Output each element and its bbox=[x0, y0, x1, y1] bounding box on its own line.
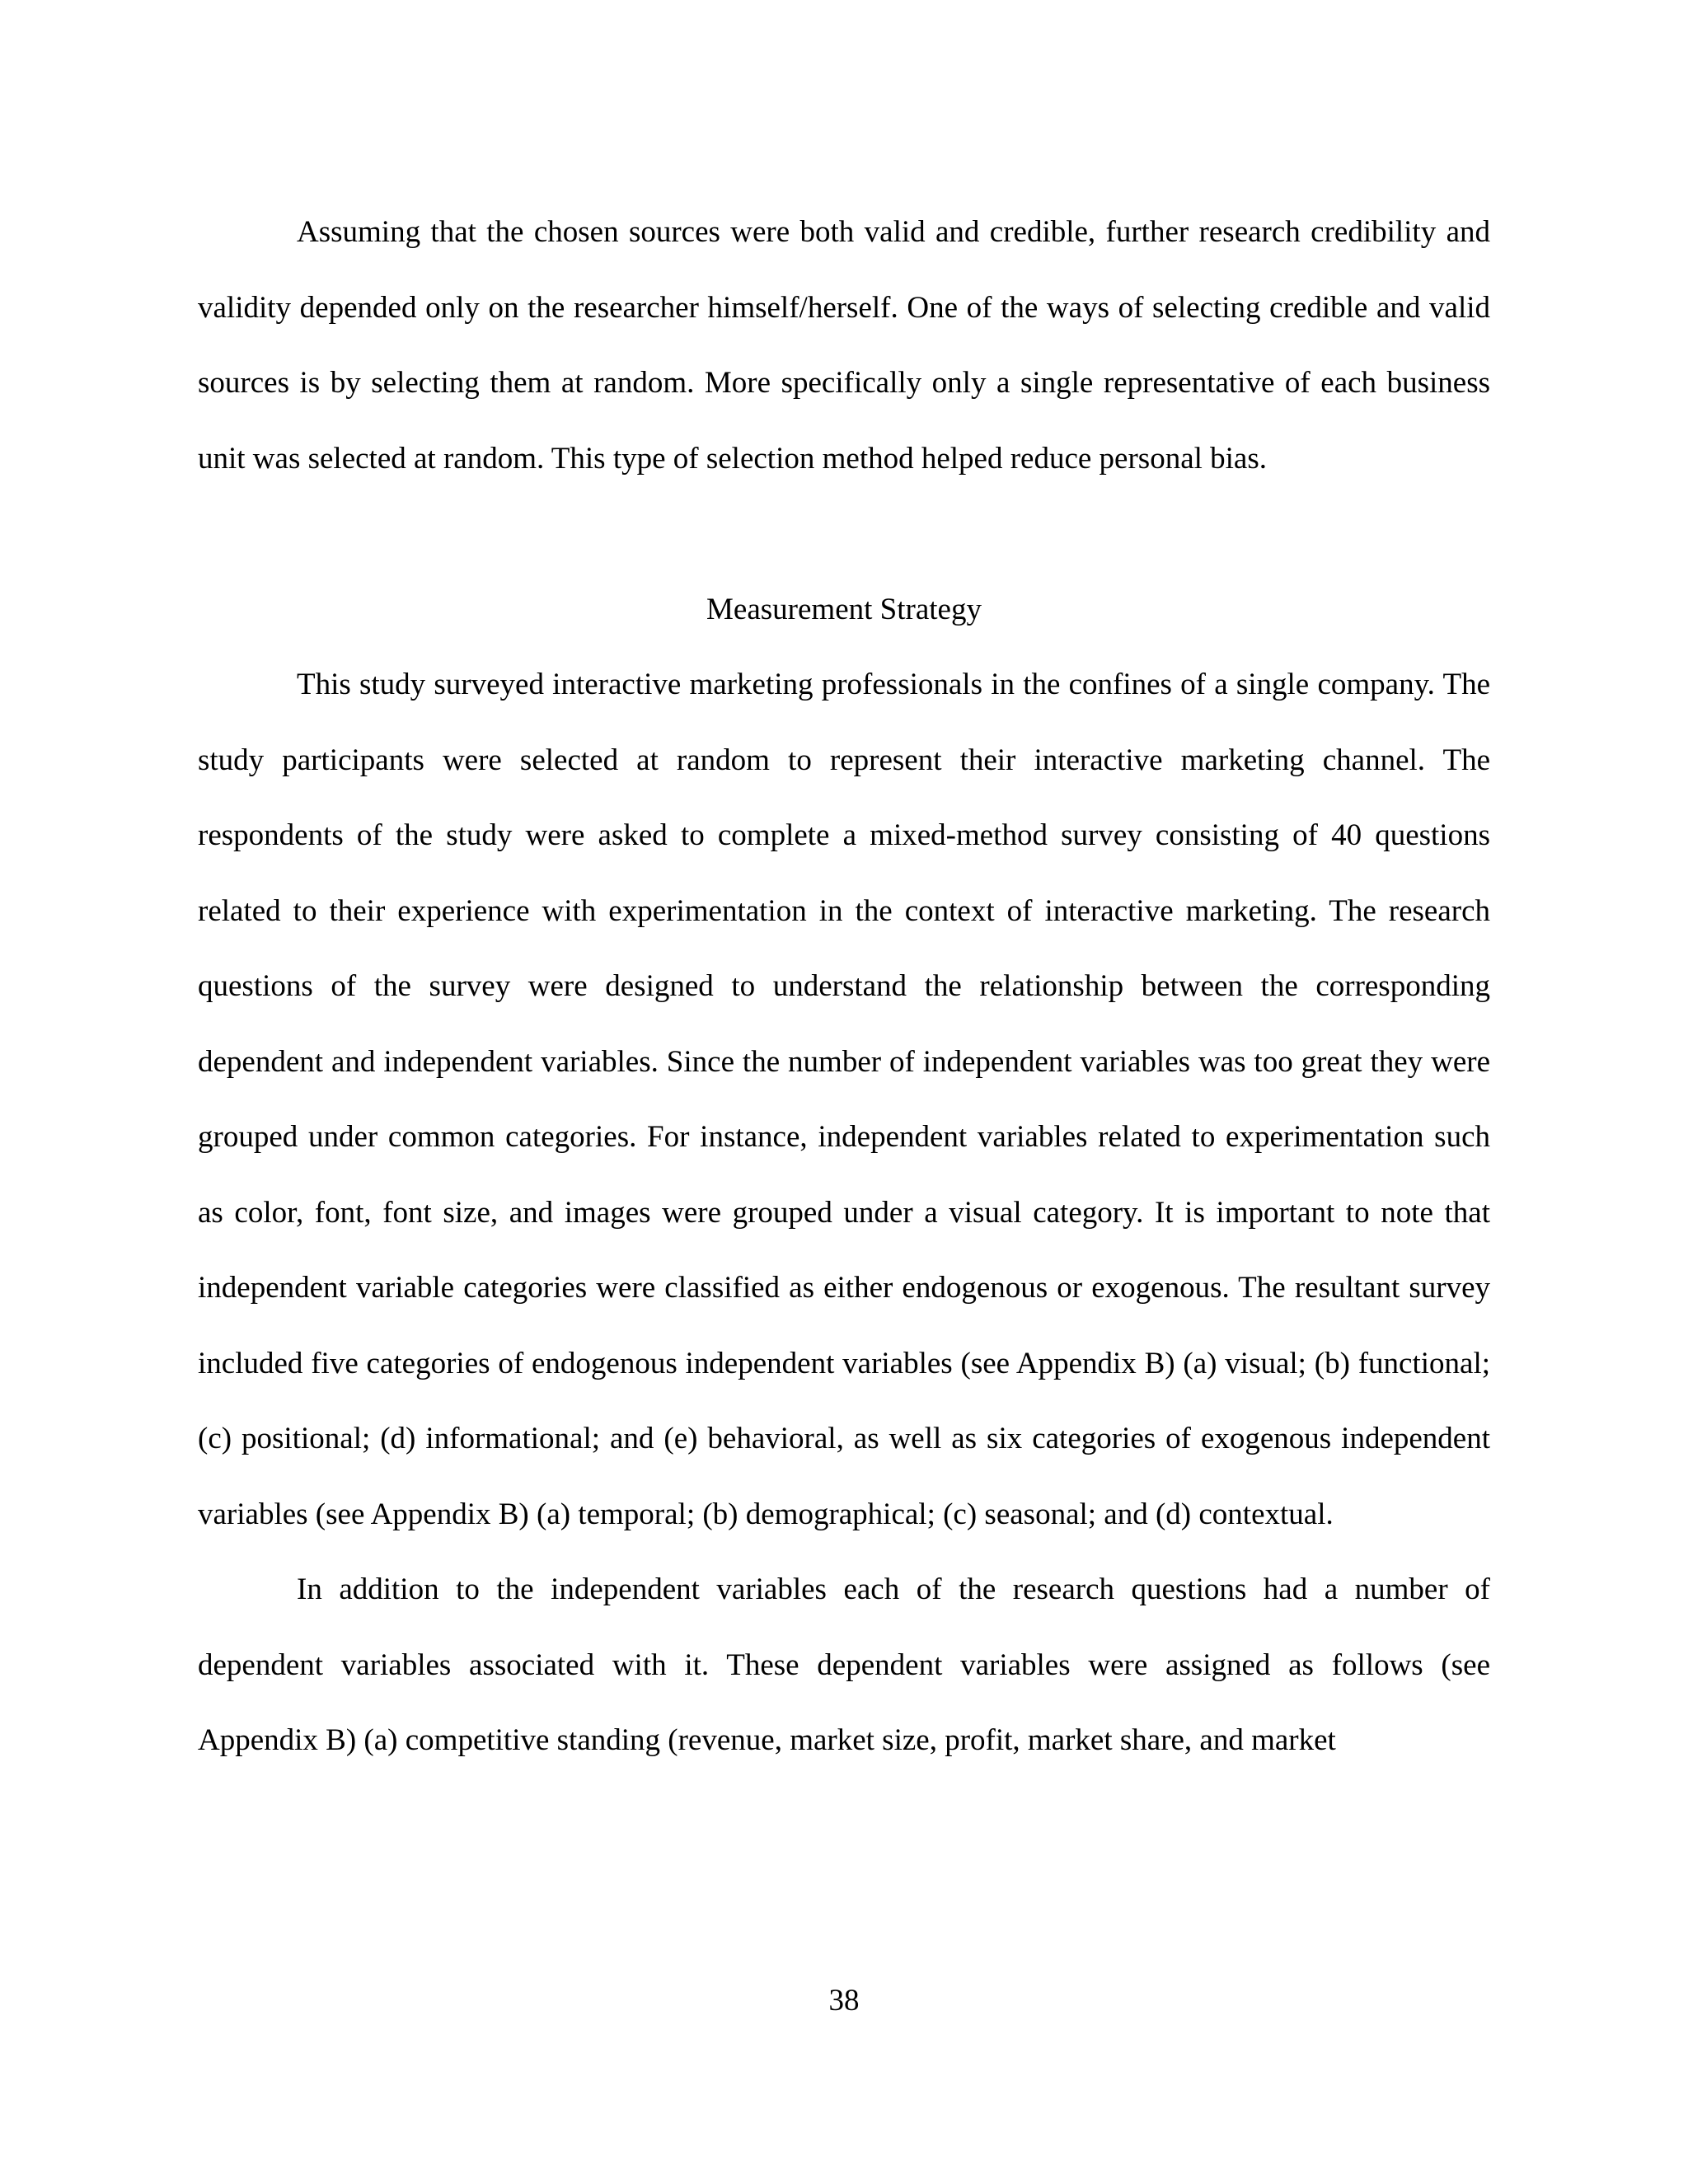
paragraph-study-survey: This study surveyed interactive marketing professionals in the confines of a single company. The study participants were selected at random to represent their interactive marketing channel. The respondents of the study were asked to complete a mixed-method survey consisting of 40 questions related to their experience with experimentation in the context of interactive marketing. The research questions of the survey were designed to understand the relationship between the corresponding dependent and independent variables. Since the number of independent variables was too great they were grouped under common categories. For instance, independent variables related to experimentation such as color, font, font size, and images were grouped under a visual category. It is important to note that independent variable categories were classified as either endogenous or exogenous. The resultant survey included five categories of endogenous independent variables (see Appendix B) (a) visual; (b) functional; (c) positional; (d) informational; and (e) behavioral, as well as six categories of exogenous independent variables (see Appendix B) (a) temporal; (b) demographical; (c) seasonal; and (d) contextual. bbox=[198, 668, 1490, 1531]
document-body bbox=[198, 194, 1490, 1779]
page-number: 38 bbox=[828, 1984, 860, 2018]
section-heading: Measurement Strategy bbox=[706, 592, 982, 626]
paragraph-source-selection: Assuming that the chosen sources were both valid and credible, further research credibility and validity depended only on the researcher himself/herself. One of the ways of selecting credible and valid sources is by selecting them at random. More specifically only a single representative of each business unit was selected at random. This type of selection method helped reduce personal bias. bbox=[198, 215, 1490, 476]
paragraph-dependent-variables: In addition to the independent variables each of the research questions had a number of dependent variables associated with it. These dependent variables were assigned as follows (see Appendix B) (a) competitive standing (revenue, market size, profit, market share, and market bbox=[198, 1572, 1490, 1757]
